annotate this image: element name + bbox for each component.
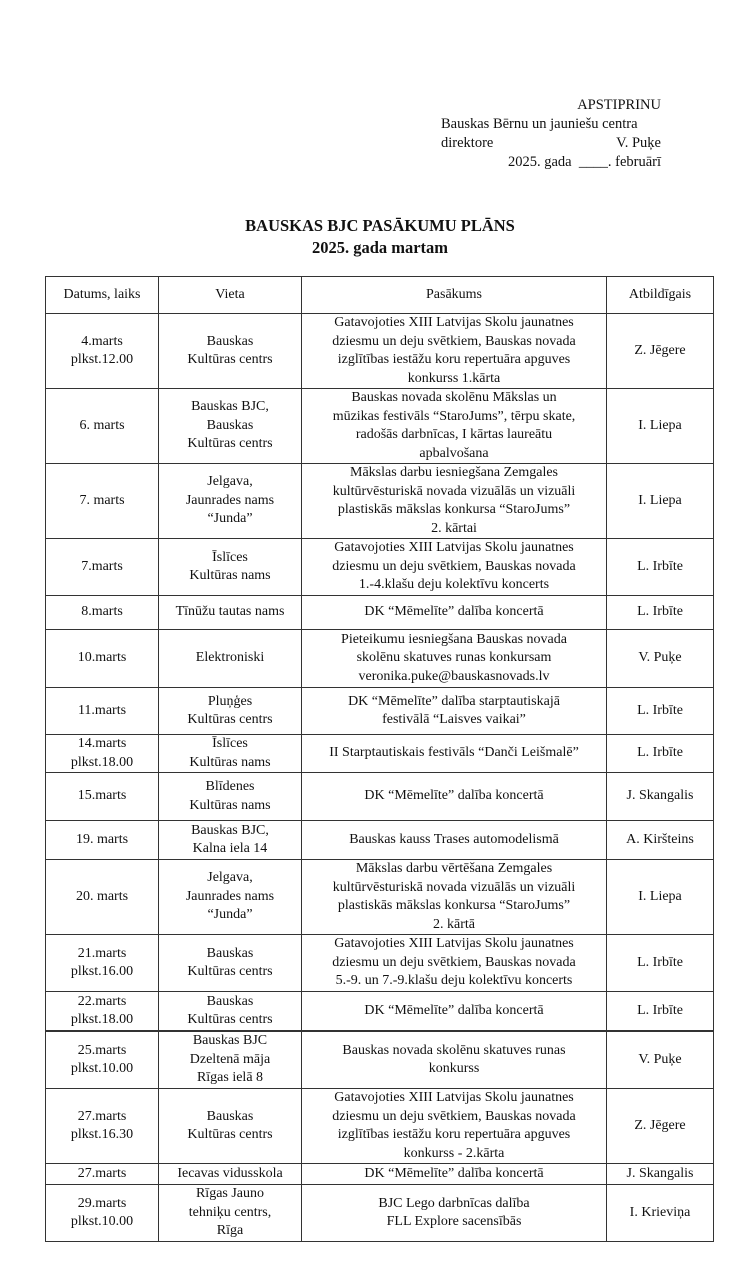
cell-date-line: 7.marts: [81, 558, 123, 574]
cell-event-line: izglītības iestāžu koru repertuāra apguves: [337, 1127, 571, 1142]
cell-event-line: konkurss 1.kārta: [407, 370, 501, 386]
cell-date-line: 7. marts: [79, 492, 125, 508]
cell-responsible: V. Puķe: [607, 1032, 714, 1089]
cell-event-line: 1.-4.klašu deju kolektīvu koncerts: [358, 577, 550, 593]
table-row: [46, 630, 714, 688]
cell-place-line: Rīgas ielā 8: [196, 1070, 264, 1086]
cell-event-line: 5.-9. un 7.-9.klašu deju kolektīvu koncerts: [335, 973, 573, 989]
cell-event-line: DK “Mēmelīte” dalība koncertā: [364, 788, 544, 804]
cell-date-line: plkst.12.00: [70, 352, 134, 367]
table-row: [46, 1032, 714, 1089]
table-row: [46, 389, 714, 464]
cell-place: [159, 630, 302, 688]
cell-event: [302, 773, 607, 821]
events-table-continued-body: [46, 1032, 714, 1242]
cell-place: [159, 389, 302, 464]
table-row: [46, 860, 714, 935]
cell-date-line: 15.marts: [77, 788, 127, 804]
cell-date: [46, 464, 159, 539]
cell-date-line: plkst.10.00: [70, 1214, 134, 1229]
cell-place: [159, 1185, 302, 1242]
cell-date-line: 27.marts: [77, 1165, 127, 1181]
cell-date-line: 6. marts: [79, 417, 125, 433]
events-table-continued: [45, 1031, 714, 1242]
cell-date-line: 8.marts: [81, 604, 123, 620]
cell-event-line: Pieteikumu iesniegšana Bauskas novada: [341, 631, 567, 647]
cell-place-line: Bauskas: [206, 333, 254, 349]
cell-place-line: Kalna iela 14: [192, 841, 268, 856]
approval-date-blank: ____: [578, 154, 608, 170]
cell-date-line: 25.marts: [77, 1042, 127, 1058]
cell-place-line: Kultūras nams: [189, 568, 271, 583]
cell-place-line: Kultūras centrs: [187, 964, 273, 979]
approval-date: [441, 153, 661, 172]
cell-date-line: 22.marts: [77, 993, 127, 1009]
table-row: [46, 735, 714, 773]
cell-responsible: I. Liepa: [607, 464, 714, 539]
events-table: [45, 276, 714, 1031]
document-title: BAUSKAS BJC PASĀKUMU PLĀNS: [245, 216, 515, 235]
cell-place-line: Kultūras centrs: [187, 352, 273, 367]
cell-event-line: radošās darbnīcas, I kārtas laureātu: [355, 427, 553, 442]
cell-date: [46, 1032, 159, 1089]
cell-date-line: plkst.18.00: [70, 1012, 134, 1027]
cell-event-line: Bauskas novada skolēnu Mākslas un: [351, 390, 557, 405]
cell-place: [159, 596, 302, 630]
cell-date: [46, 821, 159, 860]
cell-event: [302, 596, 607, 630]
cell-event: [302, 1164, 607, 1185]
cell-place-line: Blīdenes: [205, 779, 255, 794]
cell-event-line: Bauskas novada skolēnu skatuves runas: [342, 1042, 566, 1058]
cell-event: [302, 1185, 607, 1242]
cell-event: [302, 992, 607, 1031]
approval-title: APSTIPRINU: [577, 97, 661, 113]
approval-role: direktore: [441, 135, 494, 151]
cell-responsible: L. Irbīte: [607, 688, 714, 735]
cell-date: [46, 1089, 159, 1164]
cell-place-line: tehniķu centrs,: [188, 1204, 272, 1220]
cell-date: [46, 596, 159, 630]
cell-place: [159, 992, 302, 1031]
cell-event-line: DK “Mēmelīte” dalība koncertā: [364, 1002, 544, 1018]
cell-date-line: 20. marts: [75, 888, 129, 904]
cell-event-line: plastiskās mākslas konkursa “StaroJums”: [337, 502, 571, 517]
cell-place-line: Kultūras centrs: [187, 1127, 273, 1142]
cell-responsible: L. Irbīte: [607, 735, 714, 773]
table-row: [46, 688, 714, 735]
cell-event-line: festivālā “Laisves vaikai”: [382, 712, 526, 727]
cell-event: [302, 314, 607, 389]
document-subtitle: 2025. gada martam: [311, 238, 449, 257]
cell-place: [159, 1164, 302, 1185]
cell-date-line: 14.marts: [77, 736, 127, 751]
approval-block: [441, 96, 661, 172]
cell-event-line: DK “Mēmelīte” dalība starptautiskajā: [348, 693, 560, 709]
cell-event-line: 2. kārtā: [433, 916, 475, 932]
cell-event: [302, 860, 607, 935]
cell-date-line: plkst.18.00: [70, 754, 134, 770]
cell-place: [159, 1032, 302, 1089]
cell-event-line: Gatavojoties XIII Latvijas Skolu jaunatnes: [334, 315, 574, 330]
cell-place-line: Bauskas: [206, 1108, 254, 1124]
cell-place: [159, 1089, 302, 1164]
cell-place: [159, 821, 302, 860]
cell-place-line: Elektroniski: [195, 650, 265, 666]
cell-place: [159, 539, 302, 596]
cell-event: [302, 735, 607, 773]
cell-place-line: Rīga: [216, 1223, 244, 1239]
cell-event-line: dziesmu un deju svētkiem, Bauskas novada: [332, 333, 576, 349]
cell-event-line: BJC Lego darbnīcas dalība: [378, 1195, 530, 1211]
table-row: [46, 1185, 714, 1242]
cell-event-line: dziesmu un deju svētkiem, Bauskas novada: [332, 954, 576, 970]
approval-signatory: [441, 134, 661, 153]
cell-place-line: Jaunrades nams: [185, 888, 275, 904]
table-row: [46, 539, 714, 596]
cell-date: [46, 314, 159, 389]
cell-event: [302, 389, 607, 464]
cell-date: [46, 688, 159, 735]
cell-responsible: A. Kiršteins: [607, 821, 714, 860]
cell-responsible: I. Krieviņa: [607, 1185, 714, 1242]
cell-place: [159, 688, 302, 735]
cell-event: [302, 688, 607, 735]
cell-responsible: V. Puķe: [607, 630, 714, 688]
cell-event-line: II Starptautiskais festivāls “Danči Leišmalē”: [329, 745, 579, 761]
cell-date: [46, 992, 159, 1031]
approval-date-suffix: . februārī: [607, 154, 661, 170]
cell-date-line: plkst.10.00: [70, 1061, 134, 1076]
cell-date-line: 19. marts: [75, 831, 129, 847]
cell-responsible: Z. Jēgere: [607, 314, 714, 389]
cell-responsible: L. Irbīte: [607, 935, 714, 992]
cell-event-line: Gatavojoties XIII Latvijas Skolu jaunatnes: [334, 540, 574, 556]
cell-responsible: L. Irbīte: [607, 992, 714, 1031]
cell-event-line: FLL Explore sacensībās: [386, 1214, 522, 1229]
cell-event: [302, 539, 607, 596]
cell-date: [46, 735, 159, 773]
cell-event-line: izglītības iestāžu koru repertuāra apguves: [337, 352, 571, 367]
cell-place-line: Kultūras centrs: [187, 436, 273, 452]
cell-place-line: “Junda”: [207, 907, 253, 923]
cell-event: [302, 630, 607, 688]
cell-responsible: I. Liepa: [607, 389, 714, 464]
cell-date-line: plkst.16.00: [70, 964, 134, 979]
cell-place-line: Bauskas BJC: [192, 1033, 268, 1049]
cell-place-line: Rīgas Jauno: [195, 1186, 265, 1202]
cell-event-line: veronika.puke@bauskasnovads.lv: [358, 668, 550, 684]
cell-place-line: Bauskas BJC,: [191, 822, 269, 838]
table-header-row: [46, 277, 714, 314]
cell-date: [46, 389, 159, 464]
cell-date: [46, 1164, 159, 1185]
cell-event-line: Gatavojoties XIII Latvijas Skolu jaunatnes: [334, 936, 574, 952]
cell-responsible: I. Liepa: [607, 860, 714, 935]
cell-place-line: Īslīces: [212, 549, 248, 565]
cell-place-line: Jelgava,: [207, 474, 253, 490]
cell-place: [159, 773, 302, 821]
cell-event-line: DK “Mēmelīte” dalība koncertā: [364, 604, 544, 620]
cell-event-line: Gatavojoties XIII Latvijas Skolu jaunatnes: [334, 1090, 574, 1105]
table-row: [46, 464, 714, 539]
cell-responsible: L. Irbīte: [607, 539, 714, 596]
cell-date-line: 11.marts: [77, 702, 127, 718]
cell-place-line: Bauskas: [206, 993, 254, 1009]
cell-place: [159, 860, 302, 935]
cell-date-line: 21.marts: [77, 945, 127, 961]
header-cell-responsible: Atbildīgais: [607, 277, 714, 314]
cell-date-line: 27.marts: [77, 1108, 127, 1124]
cell-place-line: Dzeltenā māja: [189, 1051, 271, 1067]
cell-date: [46, 1185, 159, 1242]
cell-event-line: konkurss - 2.kārta: [403, 1145, 505, 1161]
cell-place-line: Iecavas vidusskola: [177, 1165, 283, 1181]
approval-name: V. Puķe: [616, 135, 661, 151]
cell-place-line: Pluņģes: [207, 693, 253, 709]
cell-date-line: 29.marts: [77, 1195, 127, 1211]
table-row: [46, 1164, 714, 1185]
cell-event-line: plastiskās mākslas konkursa “StaroJums”: [337, 898, 571, 913]
cell-event-line: mūzikas festivāls “StaroJums”, tērpu skate,: [332, 408, 576, 424]
cell-event-line: dziesmu un deju svētkiem, Bauskas novada: [332, 558, 576, 574]
cell-date-line: 10.marts: [77, 650, 127, 666]
cell-place-line: Bauskas BJC,: [191, 399, 269, 415]
cell-place-line: “Junda”: [207, 511, 253, 527]
table-row: [46, 992, 714, 1031]
cell-place-line: Bauskas: [206, 945, 254, 961]
cell-event: [302, 1089, 607, 1164]
cell-place-line: Kultūras centrs: [187, 1012, 273, 1027]
cell-date-line: 4.marts: [81, 333, 123, 349]
cell-place-line: Kultūras nams: [189, 754, 271, 770]
cell-event-line: apbalvošana: [419, 445, 489, 461]
cell-date-line: plkst.16.30: [70, 1127, 134, 1142]
approval-date-prefix: 2025. gada: [507, 154, 572, 170]
cell-place-line: Īslīces: [212, 736, 248, 751]
cell-event-line: DK “Mēmelīte” dalība koncertā: [364, 1165, 544, 1181]
cell-date: [46, 773, 159, 821]
cell-event-line: kultūrvēsturiskā novada vizuālās un vizuāli: [332, 483, 576, 499]
header-cell-date: Datums, laiks: [46, 277, 159, 314]
table-row: [46, 821, 714, 860]
cell-responsible: L. Irbīte: [607, 596, 714, 630]
table-row: [46, 314, 714, 389]
table-row: [46, 596, 714, 630]
cell-date: [46, 935, 159, 992]
cell-event-line: dziesmu un deju svētkiem, Bauskas novada: [332, 1108, 576, 1124]
cell-place: [159, 735, 302, 773]
cell-place-line: Jelgava,: [207, 870, 253, 886]
cell-responsible: J. Skangalis: [607, 1164, 714, 1185]
table-row: [46, 935, 714, 992]
header-cell-event: Pasākums: [302, 277, 607, 314]
cell-event-line: skolēnu skatuves runas konkursam: [356, 650, 552, 666]
cell-date: [46, 630, 159, 688]
cell-date: [46, 539, 159, 596]
cell-event-line: 2. kārtai: [431, 520, 477, 536]
cell-event-line: Bauskas kauss Trases automodelismā: [349, 831, 559, 847]
cell-event-line: kultūrvēsturiskā novada vizuālās un vizuāli: [332, 879, 576, 895]
cell-place: [159, 935, 302, 992]
cell-event: [302, 1032, 607, 1089]
cell-place-line: Bauskas: [206, 417, 254, 433]
approval-organization: Bauskas Bērnu un jauniešu centra: [441, 116, 638, 132]
cell-responsible: Z. Jēgere: [607, 1089, 714, 1164]
cell-event: [302, 464, 607, 539]
cell-place: [159, 464, 302, 539]
header-cell-place: Vieta: [159, 277, 302, 314]
cell-responsible: J. Skangalis: [607, 773, 714, 821]
cell-event-line: konkurss: [428, 1061, 480, 1076]
cell-place-line: Tīnūžu tautas nams: [175, 604, 285, 620]
table-row: [46, 1089, 714, 1164]
cell-event-line: Mākslas darbu iesniegšana Zemgales: [350, 465, 558, 480]
cell-place-line: Kultūras nams: [189, 797, 271, 813]
cell-place: [159, 314, 302, 389]
cell-event: [302, 821, 607, 860]
cell-place-line: Kultūras centrs: [187, 712, 273, 727]
cell-place-line: Jaunrades nams: [185, 492, 275, 508]
cell-event-line: Mākslas darbu vērtēšana Zemgales: [355, 861, 553, 876]
cell-date: [46, 860, 159, 935]
cell-event: [302, 935, 607, 992]
events-table-body: [46, 277, 714, 1031]
table-row: [46, 773, 714, 821]
